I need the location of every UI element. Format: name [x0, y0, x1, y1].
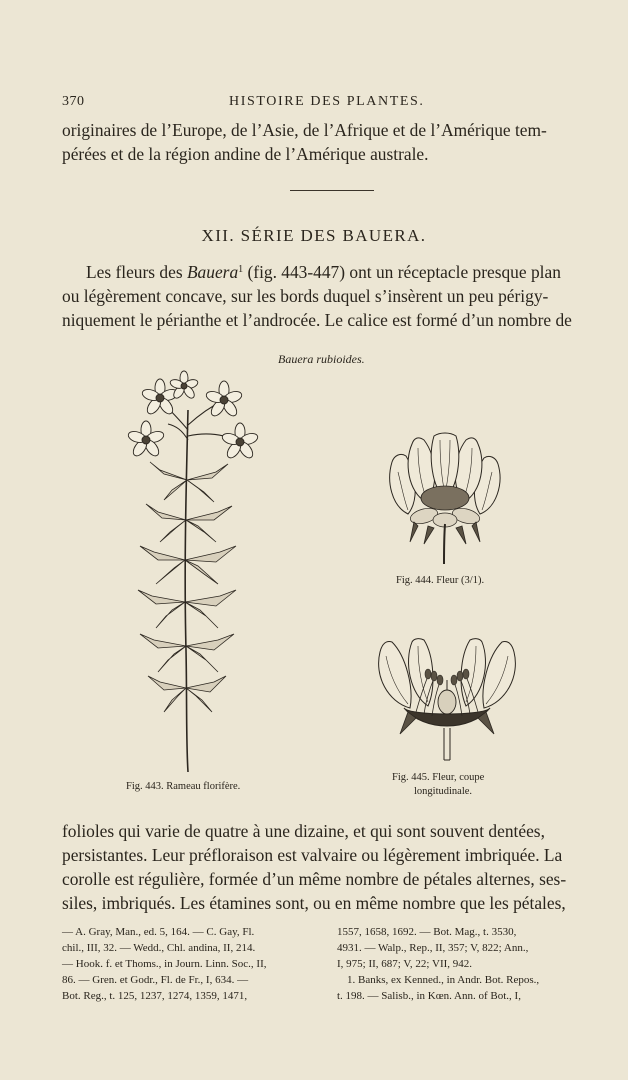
figure-title: Bauera rubioides. [278, 352, 365, 366]
footnote-right-3: I, 975; II, 687; V, 22; VII, 942. [337, 958, 473, 970]
caption-fig-445-line-1: Fig. 445. Fleur, coupe [392, 772, 485, 783]
section-divider [290, 190, 374, 191]
intro-line-1: originaires de l’Europe, de l’Asie, de l’Afrique et de l’Amérique tem- [62, 120, 547, 140]
footnote-left-4: 86. — Gren. et Godr., Fl. de Fr., I, 634. — [62, 974, 249, 986]
illustration-flowering-branch [120, 370, 270, 780]
para1-line-3: niquement le périanthe et l’androcée. Le calice est formé d’un nombre de [62, 310, 572, 330]
para1-line-1: Les fleurs des Bauera$^1$ (fig. 443-447) ont un réceptacle presque plan [86, 262, 561, 282]
illustration-flower [384, 432, 506, 568]
illustration-flower-section [374, 636, 520, 764]
page-number: 370 [62, 94, 85, 109]
footnote-left-1: — A. Gray, Man., ed. 5, 164. — C. Gay, Fl. [62, 926, 255, 938]
para1-line-2: ou légèrement concave, sur les bords duquel s’insèrent un peu périgy- [62, 286, 549, 306]
caption-fig-444: Fig. 444. Fleur (3/1). [396, 575, 485, 586]
caption-fig-443: Fig. 443. Rameau florifère. [126, 781, 241, 792]
caption-fig-445-line-2: longitudinale. [414, 786, 473, 797]
footnote-left-2: chil., III, 32. — Wedd., Chl. andina, II, 214. [62, 942, 256, 954]
footnote-right-2: 4931. — Walp., Rep., II, 357; V, 822; Ann., [337, 942, 529, 954]
footnote-right-5: t. 198. — Salisb., in Kœn. Ann. of Bot., I, [337, 990, 521, 1002]
intro-line-2: pérées et de la région andine de l’Amérique australe. [62, 144, 429, 164]
footnote-left-3: — Hook. f. et Thoms., in Journ. Linn. Soc., II, [62, 958, 267, 970]
para2-line-3: corolle est régulière, formée d’un même nombre de pétales alternes, ses- [62, 869, 567, 889]
running-title: HISTOIRE DES PLANTES. [229, 94, 425, 109]
footnote-left-5: Bot. Reg., t. 125, 1237, 1274, 1359, 1471, [62, 990, 248, 1002]
para2-line-2: persistantes. Leur préfloraison est valvaire ou légèrement imbriquée. La [62, 845, 563, 865]
section-title: XII. SÉRIE DES BAUERA. [201, 226, 427, 245]
para2-line-1: folioles qui varie de quatre à une dizaine, et qui sont souvent dentées, [62, 821, 545, 841]
footnote-right-1: 1557, 1658, 1692. — Bot. Mag., t. 3530, [337, 926, 517, 938]
para2-line-4: siles, imbriqués. Les étamines sont, ou en même nombre que les pétales, [62, 893, 566, 913]
footnote-right-4: 1. Banks, ex Kenned., in Andr. Bot. Repos., [347, 974, 540, 986]
